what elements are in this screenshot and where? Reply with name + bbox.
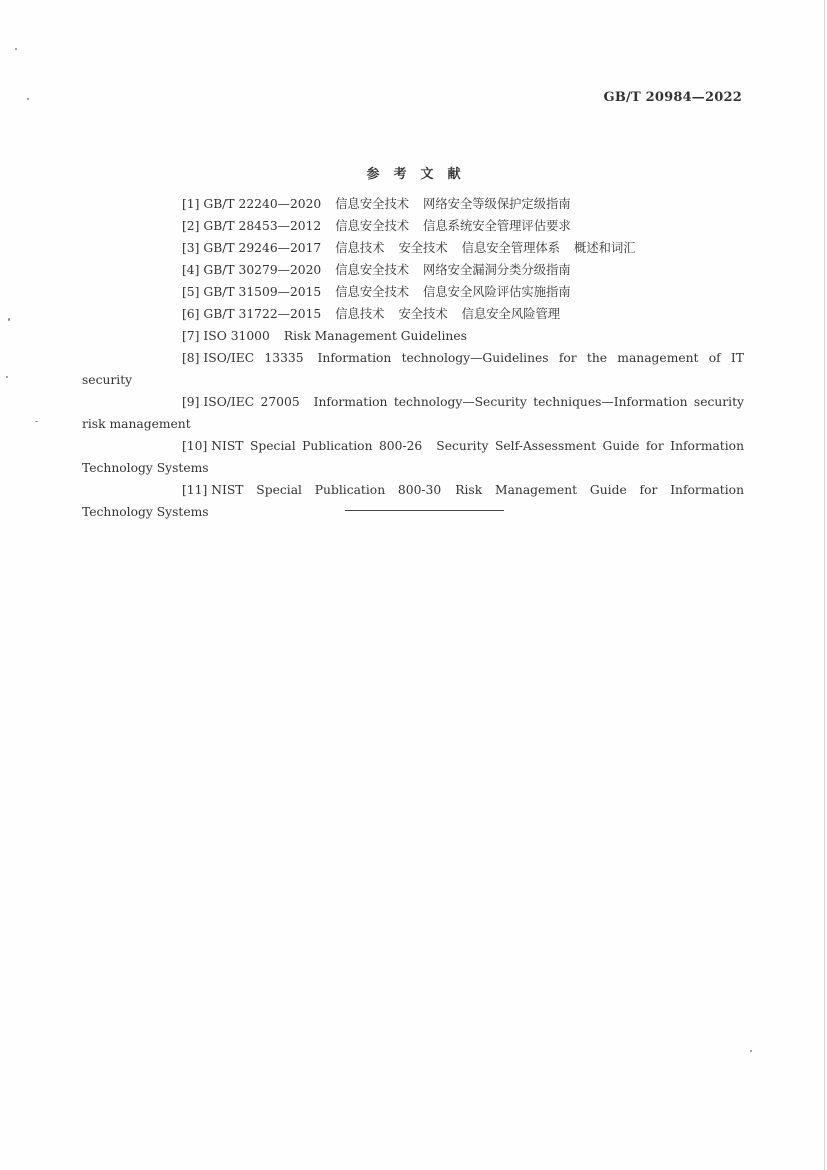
reference-title-part: 信息安全风险评估实施指南 xyxy=(423,285,571,299)
scan-speck xyxy=(750,1050,752,1052)
reference-list xyxy=(82,193,744,523)
reference-title-part: 信息安全风险管理 xyxy=(461,307,561,321)
reference-title-part: 信息安全技术 xyxy=(335,263,410,277)
reference-item xyxy=(82,391,744,435)
reference-code: GB/T 29246—2017 xyxy=(203,241,322,255)
reference-title-part: Risk Management Guide for Information Technology Systems xyxy=(82,483,745,519)
scan-speck xyxy=(8,318,10,321)
reference-title-part: 信息技术 xyxy=(335,307,385,321)
scan-speck xyxy=(6,376,8,378)
reference-code: NIST Special Publication 800-30 xyxy=(211,483,442,497)
reference-code: GB/T 31509—2015 xyxy=(203,285,322,299)
reference-code: ISO 31000 xyxy=(203,329,270,343)
reference-code: GB/T 31722—2015 xyxy=(203,307,322,321)
scan-speck xyxy=(15,48,17,50)
reference-number: [2] xyxy=(182,219,200,233)
reference-item xyxy=(82,347,744,391)
reference-number: [3] xyxy=(182,241,200,255)
reference-item xyxy=(82,435,744,479)
reference-item xyxy=(82,479,744,523)
reference-title-part: 网络安全漏洞分类分级指南 xyxy=(423,263,571,277)
reference-title-part: Risk Management Guidelines xyxy=(283,329,467,343)
reference-item xyxy=(82,237,744,259)
reference-title-part: 网络安全等级保护定级指南 xyxy=(423,197,571,211)
reference-code: GB/T 28453—2012 xyxy=(203,219,322,233)
section-title: 参考文献 xyxy=(366,167,475,182)
reference-number: [9] xyxy=(182,395,200,409)
standard-code: GB/T 20984—2022 xyxy=(603,90,742,105)
reference-item xyxy=(82,193,744,215)
reference-title-part: 安全技术 xyxy=(398,307,448,321)
reference-title-part: 概述和词汇 xyxy=(574,241,636,255)
reference-code: GB/T 30279—2020 xyxy=(203,263,322,277)
reference-title-part: 信息技术 xyxy=(335,241,385,255)
reference-item xyxy=(82,281,744,303)
scan-speck xyxy=(35,421,38,422)
reference-code: GB/T 22240—2020 xyxy=(203,197,322,211)
end-rule xyxy=(345,510,504,511)
reference-item xyxy=(82,259,744,281)
reference-number: [6] xyxy=(182,307,200,321)
reference-number: [11] xyxy=(182,483,208,497)
reference-number: [10] xyxy=(182,439,208,453)
reference-item xyxy=(82,215,744,237)
reference-title-part: 信息系统安全管理评估要求 xyxy=(423,219,571,233)
reference-title-part: 信息安全技术 xyxy=(335,219,410,233)
reference-title-part: 信息安全技术 xyxy=(335,285,410,299)
scan-speck xyxy=(27,98,29,100)
reference-code: NIST Special Publication 800-26 xyxy=(211,439,423,453)
reference-title-part: Information technology—Security techniques—Information security risk management xyxy=(82,395,744,431)
reference-number: [4] xyxy=(182,263,200,277)
reference-title-part: 信息安全管理体系 xyxy=(461,241,561,255)
reference-title-part: Security Self-Assessment Guide for Information Technology Systems xyxy=(82,439,745,475)
reference-title-part: 安全技术 xyxy=(398,241,448,255)
reference-code: ISO/IEC 27005 xyxy=(203,395,300,409)
reference-number: [1] xyxy=(182,197,200,211)
reference-number: [5] xyxy=(182,285,200,299)
reference-number: [8] xyxy=(182,351,200,365)
reference-item xyxy=(82,303,744,325)
reference-item xyxy=(82,325,744,347)
reference-code: ISO/IEC 13335 xyxy=(203,351,304,365)
reference-number: [7] xyxy=(182,329,200,343)
reference-title-part: 信息安全技术 xyxy=(335,197,410,211)
reference-title-part: Information technology—Guidelines for the management of IT security xyxy=(82,351,744,387)
